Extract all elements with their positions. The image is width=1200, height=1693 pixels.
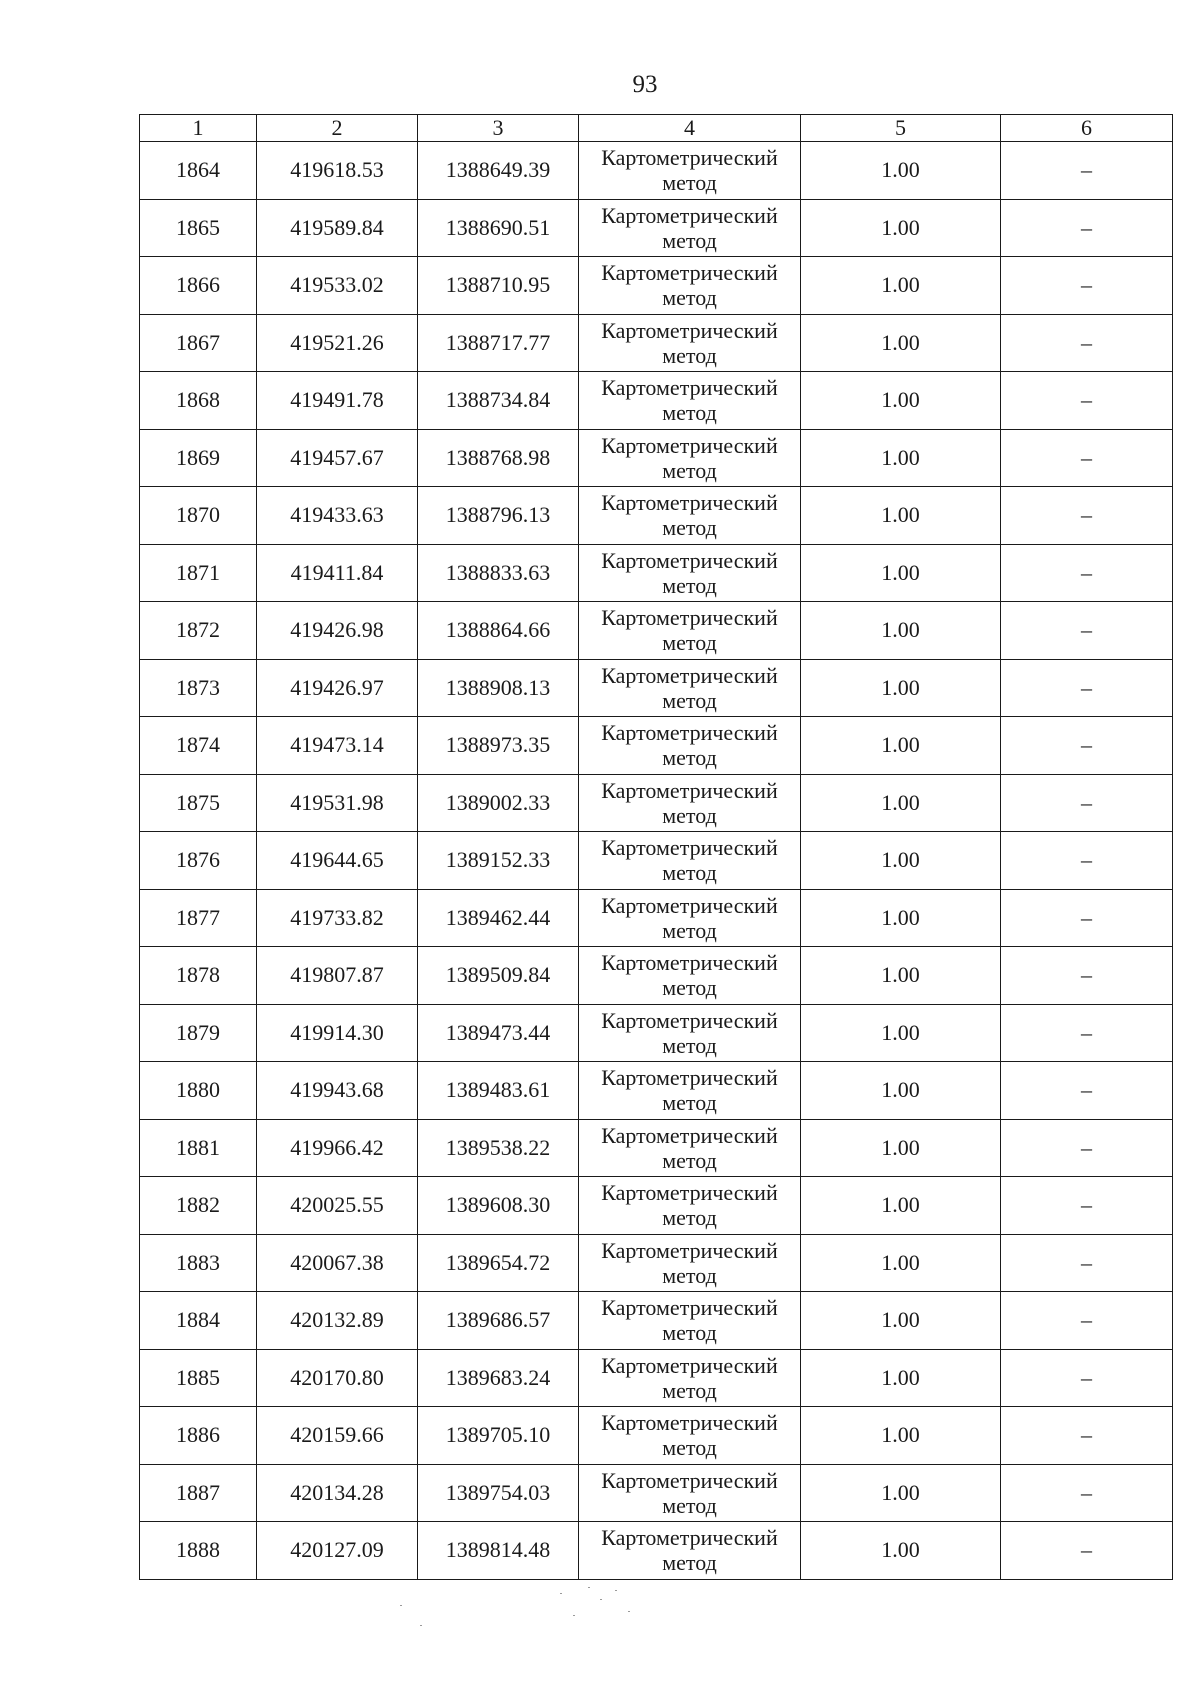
method-line-1: Картометрический bbox=[601, 432, 778, 458]
method-line-2: метод bbox=[662, 860, 717, 886]
table-row bbox=[140, 602, 1173, 660]
point-number: 1869 bbox=[140, 429, 257, 487]
determination-method bbox=[579, 602, 801, 660]
table-row bbox=[140, 314, 1173, 372]
coordinate-y: 1389538.22 bbox=[418, 1119, 579, 1177]
table-row bbox=[140, 659, 1173, 717]
note-value: – bbox=[1001, 889, 1173, 947]
determination-method bbox=[579, 142, 801, 200]
coordinate-y: 1389754.03 bbox=[418, 1464, 579, 1522]
method-line-1: Картометрический bbox=[601, 777, 778, 803]
coordinate-y: 1389686.57 bbox=[418, 1292, 579, 1350]
method-line-1: Картометрический bbox=[601, 1180, 778, 1206]
method-line-2: метод bbox=[662, 975, 717, 1001]
coordinate-y: 1388864.66 bbox=[418, 602, 579, 660]
accuracy-value: 1.00 bbox=[801, 832, 1001, 890]
determination-method bbox=[579, 372, 801, 430]
coordinate-y: 1389608.30 bbox=[418, 1177, 579, 1235]
method-line-1: Картометрический bbox=[601, 490, 778, 516]
point-number: 1885 bbox=[140, 1349, 257, 1407]
point-number: 1883 bbox=[140, 1234, 257, 1292]
coordinate-y: 1389814.48 bbox=[418, 1522, 579, 1580]
method-line-2: метод bbox=[662, 400, 717, 426]
accuracy-value: 1.00 bbox=[801, 314, 1001, 372]
point-number: 1871 bbox=[140, 544, 257, 602]
point-number: 1873 bbox=[140, 659, 257, 717]
accuracy-value: 1.00 bbox=[801, 1349, 1001, 1407]
scan-noise bbox=[540, 1585, 660, 1645]
accuracy-value: 1.00 bbox=[801, 429, 1001, 487]
method-line-2: метод bbox=[662, 227, 717, 253]
accuracy-value: 1.00 bbox=[801, 1177, 1001, 1235]
column-header-4: 4 bbox=[579, 115, 801, 142]
determination-method bbox=[579, 487, 801, 545]
coordinate-x: 419411.84 bbox=[257, 544, 418, 602]
table-row bbox=[140, 372, 1173, 430]
accuracy-value: 1.00 bbox=[801, 1004, 1001, 1062]
note-value: – bbox=[1001, 372, 1173, 430]
determination-method bbox=[579, 947, 801, 1005]
coordinate-x: 419426.98 bbox=[257, 602, 418, 660]
method-line-2: метод bbox=[662, 342, 717, 368]
coordinate-y: 1388710.95 bbox=[418, 257, 579, 315]
point-number: 1872 bbox=[140, 602, 257, 660]
method-line-1: Картометрический bbox=[601, 662, 778, 688]
method-line-1: Картометрический bbox=[601, 1237, 778, 1263]
method-line-1: Картометрический bbox=[601, 1007, 778, 1033]
determination-method bbox=[579, 544, 801, 602]
determination-method bbox=[579, 1234, 801, 1292]
table-row bbox=[140, 1062, 1173, 1120]
accuracy-value: 1.00 bbox=[801, 1407, 1001, 1465]
coordinate-x: 419914.30 bbox=[257, 1004, 418, 1062]
determination-method bbox=[579, 1062, 801, 1120]
method-line-1: Картометрический bbox=[601, 1122, 778, 1148]
accuracy-value: 1.00 bbox=[801, 889, 1001, 947]
table-row bbox=[140, 1119, 1173, 1177]
accuracy-value: 1.00 bbox=[801, 774, 1001, 832]
note-value: – bbox=[1001, 1004, 1173, 1062]
point-number: 1884 bbox=[140, 1292, 257, 1350]
note-value: – bbox=[1001, 1119, 1173, 1177]
coordinate-y: 1388690.51 bbox=[418, 199, 579, 257]
coordinate-x: 420134.28 bbox=[257, 1464, 418, 1522]
point-number: 1870 bbox=[140, 487, 257, 545]
accuracy-value: 1.00 bbox=[801, 1234, 1001, 1292]
table-row bbox=[140, 257, 1173, 315]
method-line-1: Картометрический bbox=[601, 1065, 778, 1091]
coordinate-x: 419966.42 bbox=[257, 1119, 418, 1177]
method-line-1: Картометрический bbox=[601, 892, 778, 918]
coordinate-y: 1389483.61 bbox=[418, 1062, 579, 1120]
method-line-2: метод bbox=[662, 285, 717, 311]
table-row bbox=[140, 544, 1173, 602]
coordinate-x: 420025.55 bbox=[257, 1177, 418, 1235]
determination-method bbox=[579, 1464, 801, 1522]
determination-method bbox=[579, 832, 801, 890]
note-value: – bbox=[1001, 659, 1173, 717]
accuracy-value: 1.00 bbox=[801, 1062, 1001, 1120]
coordinate-x: 419589.84 bbox=[257, 199, 418, 257]
coordinate-y: 1389705.10 bbox=[418, 1407, 579, 1465]
coordinate-y: 1389509.84 bbox=[418, 947, 579, 1005]
table-row bbox=[140, 1234, 1173, 1292]
header-row bbox=[140, 115, 1173, 142]
accuracy-value: 1.00 bbox=[801, 947, 1001, 1005]
coordinate-x: 420132.89 bbox=[257, 1292, 418, 1350]
method-line-1: Картометрический bbox=[601, 317, 778, 343]
point-number: 1876 bbox=[140, 832, 257, 890]
note-value: – bbox=[1001, 1234, 1173, 1292]
coordinate-x: 419491.78 bbox=[257, 372, 418, 430]
table-row bbox=[140, 487, 1173, 545]
method-line-1: Картометрический bbox=[601, 260, 778, 286]
coordinate-x: 419644.65 bbox=[257, 832, 418, 890]
table-row bbox=[140, 889, 1173, 947]
coordinate-x: 419807.87 bbox=[257, 947, 418, 1005]
method-line-2: метод bbox=[662, 802, 717, 828]
accuracy-value: 1.00 bbox=[801, 1464, 1001, 1522]
accuracy-value: 1.00 bbox=[801, 487, 1001, 545]
method-line-2: метод bbox=[662, 687, 717, 713]
table-row bbox=[140, 1522, 1173, 1580]
coordinates-table bbox=[139, 114, 1173, 1580]
table-row bbox=[140, 1349, 1173, 1407]
accuracy-value: 1.00 bbox=[801, 659, 1001, 717]
method-line-2: метод bbox=[662, 515, 717, 541]
method-line-1: Картометрический bbox=[601, 145, 778, 171]
method-line-1: Картометрический bbox=[601, 375, 778, 401]
table-row bbox=[140, 142, 1173, 200]
note-value: – bbox=[1001, 1177, 1173, 1235]
coordinate-y: 1389683.24 bbox=[418, 1349, 579, 1407]
determination-method bbox=[579, 1177, 801, 1235]
note-value: – bbox=[1001, 1349, 1173, 1407]
note-value: – bbox=[1001, 199, 1173, 257]
table-row bbox=[140, 1177, 1173, 1235]
note-value: – bbox=[1001, 1407, 1173, 1465]
note-value: – bbox=[1001, 774, 1173, 832]
coordinate-y: 1388768.98 bbox=[418, 429, 579, 487]
table-row bbox=[140, 1292, 1173, 1350]
method-line-1: Картометрический bbox=[601, 1525, 778, 1551]
method-line-2: метод bbox=[662, 1147, 717, 1173]
accuracy-value: 1.00 bbox=[801, 199, 1001, 257]
accuracy-value: 1.00 bbox=[801, 544, 1001, 602]
coordinate-y: 1388908.13 bbox=[418, 659, 579, 717]
coordinate-x: 419473.14 bbox=[257, 717, 418, 775]
accuracy-value: 1.00 bbox=[801, 602, 1001, 660]
method-line-1: Картометрический bbox=[601, 720, 778, 746]
method-line-1: Картометрический bbox=[601, 202, 778, 228]
determination-method bbox=[579, 1522, 801, 1580]
table-row bbox=[140, 1407, 1173, 1465]
method-line-2: метод bbox=[662, 170, 717, 196]
note-value: – bbox=[1001, 1292, 1173, 1350]
note-value: – bbox=[1001, 947, 1173, 1005]
point-number: 1880 bbox=[140, 1062, 257, 1120]
determination-method bbox=[579, 1407, 801, 1465]
coordinate-y: 1389152.33 bbox=[418, 832, 579, 890]
accuracy-value: 1.00 bbox=[801, 142, 1001, 200]
note-value: – bbox=[1001, 257, 1173, 315]
coordinate-y: 1388833.63 bbox=[418, 544, 579, 602]
coordinate-y: 1389002.33 bbox=[418, 774, 579, 832]
coordinate-x: 419433.63 bbox=[257, 487, 418, 545]
coordinate-x: 419457.67 bbox=[257, 429, 418, 487]
determination-method bbox=[579, 257, 801, 315]
point-number: 1879 bbox=[140, 1004, 257, 1062]
table-row bbox=[140, 774, 1173, 832]
coordinate-x: 419733.82 bbox=[257, 889, 418, 947]
coordinate-y: 1388796.13 bbox=[418, 487, 579, 545]
coordinate-y: 1388717.77 bbox=[418, 314, 579, 372]
point-number: 1887 bbox=[140, 1464, 257, 1522]
note-value: – bbox=[1001, 487, 1173, 545]
note-value: – bbox=[1001, 1464, 1173, 1522]
coordinate-y: 1389462.44 bbox=[418, 889, 579, 947]
determination-method bbox=[579, 199, 801, 257]
point-number: 1888 bbox=[140, 1522, 257, 1580]
coordinate-y: 1388649.39 bbox=[418, 142, 579, 200]
method-line-2: метод bbox=[662, 630, 717, 656]
note-value: – bbox=[1001, 314, 1173, 372]
determination-method bbox=[579, 774, 801, 832]
column-header-1: 1 bbox=[140, 115, 257, 142]
point-number: 1868 bbox=[140, 372, 257, 430]
coordinate-y: 1389473.44 bbox=[418, 1004, 579, 1062]
note-value: – bbox=[1001, 602, 1173, 660]
page-number: 93 bbox=[632, 71, 658, 98]
point-number: 1864 bbox=[140, 142, 257, 200]
coordinate-y: 1388734.84 bbox=[418, 372, 579, 430]
accuracy-value: 1.00 bbox=[801, 372, 1001, 430]
coordinate-x: 419426.97 bbox=[257, 659, 418, 717]
column-header-3: 3 bbox=[418, 115, 579, 142]
point-number: 1865 bbox=[140, 199, 257, 257]
table-header bbox=[140, 115, 1173, 142]
method-line-1: Картометрический bbox=[601, 547, 778, 573]
method-line-2: метод bbox=[662, 1435, 717, 1461]
method-line-2: метод bbox=[662, 1320, 717, 1346]
coordinate-x: 420067.38 bbox=[257, 1234, 418, 1292]
method-line-2: метод bbox=[662, 1205, 717, 1231]
method-line-1: Картометрический bbox=[601, 835, 778, 861]
note-value: – bbox=[1001, 1522, 1173, 1580]
method-line-2: метод bbox=[662, 745, 717, 771]
table-row bbox=[140, 1004, 1173, 1062]
determination-method bbox=[579, 889, 801, 947]
determination-method bbox=[579, 429, 801, 487]
note-value: – bbox=[1001, 1062, 1173, 1120]
note-value: – bbox=[1001, 142, 1173, 200]
point-number: 1882 bbox=[140, 1177, 257, 1235]
coordinate-x: 420159.66 bbox=[257, 1407, 418, 1465]
method-line-1: Картометрический bbox=[601, 605, 778, 631]
accuracy-value: 1.00 bbox=[801, 717, 1001, 775]
accuracy-value: 1.00 bbox=[801, 1522, 1001, 1580]
point-number: 1874 bbox=[140, 717, 257, 775]
table-row bbox=[140, 717, 1173, 775]
method-line-2: метод bbox=[662, 1377, 717, 1403]
determination-method bbox=[579, 659, 801, 717]
determination-method bbox=[579, 314, 801, 372]
column-header-6: 6 bbox=[1001, 115, 1173, 142]
column-header-5: 5 bbox=[801, 115, 1001, 142]
method-line-1: Картометрический bbox=[601, 1467, 778, 1493]
method-line-2: метод bbox=[662, 1090, 717, 1116]
point-number: 1877 bbox=[140, 889, 257, 947]
table-row bbox=[140, 947, 1173, 1005]
note-value: – bbox=[1001, 832, 1173, 890]
method-line-2: метод bbox=[662, 1032, 717, 1058]
point-number: 1878 bbox=[140, 947, 257, 1005]
note-value: – bbox=[1001, 429, 1173, 487]
method-line-2: метод bbox=[662, 917, 717, 943]
coordinate-y: 1388973.35 bbox=[418, 717, 579, 775]
coordinate-x: 419533.02 bbox=[257, 257, 418, 315]
coordinate-x: 419943.68 bbox=[257, 1062, 418, 1120]
method-line-2: метод bbox=[662, 1550, 717, 1576]
method-line-1: Картометрический bbox=[601, 1295, 778, 1321]
table-body bbox=[140, 142, 1173, 1580]
coordinate-y: 1389654.72 bbox=[418, 1234, 579, 1292]
determination-method bbox=[579, 717, 801, 775]
table-row bbox=[140, 832, 1173, 890]
note-value: – bbox=[1001, 544, 1173, 602]
point-number: 1886 bbox=[140, 1407, 257, 1465]
method-line-2: метод bbox=[662, 1262, 717, 1288]
accuracy-value: 1.00 bbox=[801, 1119, 1001, 1177]
table-row bbox=[140, 1464, 1173, 1522]
point-number: 1867 bbox=[140, 314, 257, 372]
table-row bbox=[140, 429, 1173, 487]
coordinate-x: 420170.80 bbox=[257, 1349, 418, 1407]
coordinate-x: 419521.26 bbox=[257, 314, 418, 372]
coordinate-x: 420127.09 bbox=[257, 1522, 418, 1580]
coordinate-x: 419618.53 bbox=[257, 142, 418, 200]
method-line-2: метод bbox=[662, 1492, 717, 1518]
determination-method bbox=[579, 1292, 801, 1350]
table-row bbox=[140, 199, 1173, 257]
point-number: 1875 bbox=[140, 774, 257, 832]
determination-method bbox=[579, 1119, 801, 1177]
method-line-1: Картометрический bbox=[601, 1352, 778, 1378]
coordinate-x: 419531.98 bbox=[257, 774, 418, 832]
method-line-2: метод bbox=[662, 572, 717, 598]
method-line-2: метод bbox=[662, 457, 717, 483]
point-number: 1881 bbox=[140, 1119, 257, 1177]
accuracy-value: 1.00 bbox=[801, 1292, 1001, 1350]
note-value: – bbox=[1001, 717, 1173, 775]
method-line-1: Картометрический bbox=[601, 950, 778, 976]
method-line-1: Картометрический bbox=[601, 1410, 778, 1436]
point-number: 1866 bbox=[140, 257, 257, 315]
column-header-2: 2 bbox=[257, 115, 418, 142]
accuracy-value: 1.00 bbox=[801, 257, 1001, 315]
determination-method bbox=[579, 1004, 801, 1062]
determination-method bbox=[579, 1349, 801, 1407]
